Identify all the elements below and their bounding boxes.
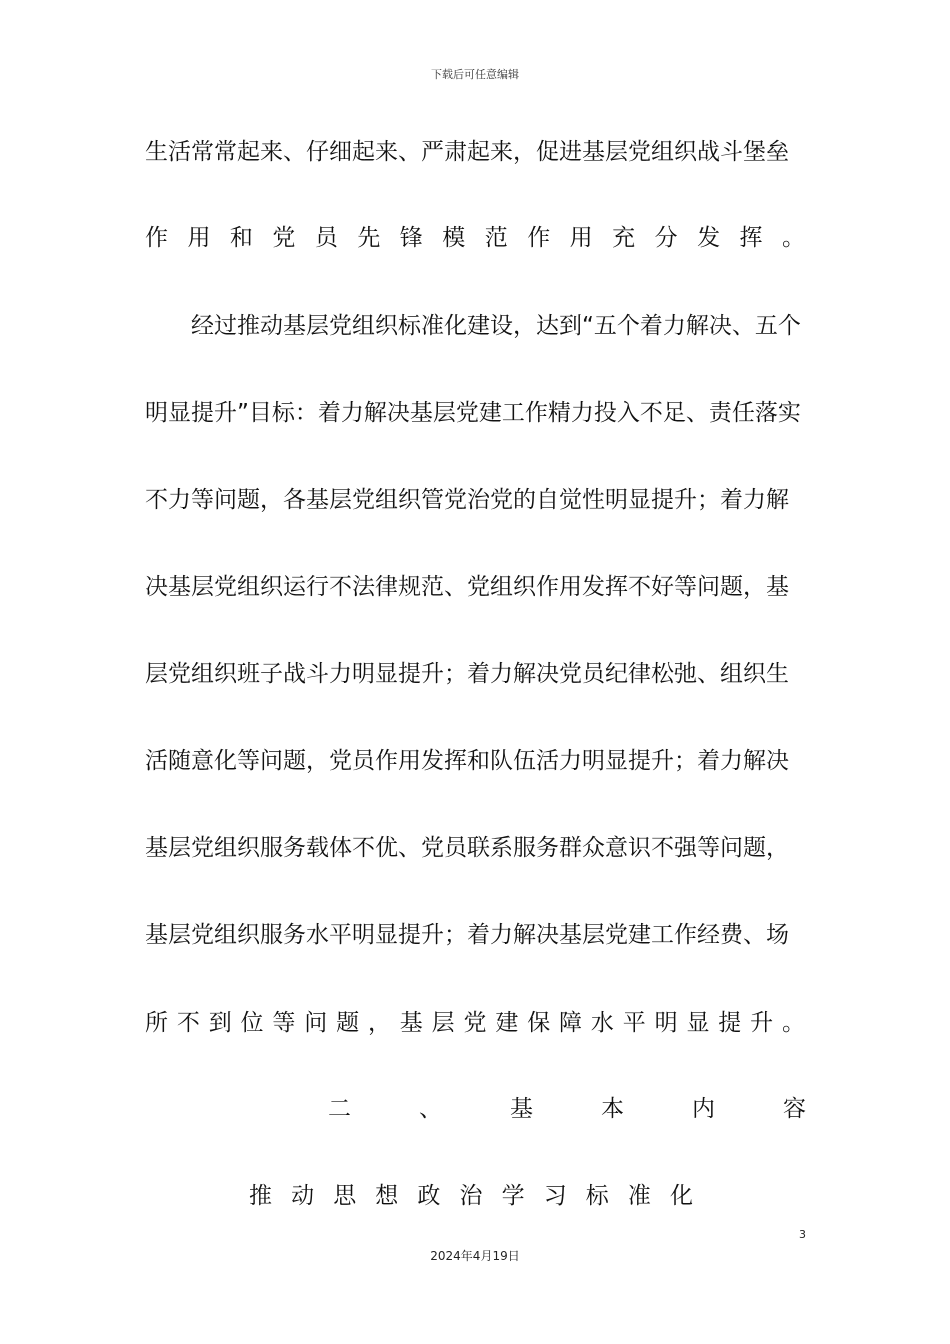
subsection-heading: 推动思想政治学习标准化 — [249, 1183, 693, 1209]
body-line-2: 作用和党员先锋模范作用充分发挥。 — [145, 225, 805, 251]
body-line-7: 层党组织班子战斗力明显提升；着力解决党员纪律松弛、组织生 — [145, 661, 789, 687]
body-line-9: 基层党组织服务载体不优、党员联系服务群众意识不强等问题， — [145, 835, 789, 861]
body-line-6: 决基层党组织运行不法律规范、党组织作用发挥不好等问题，基 — [145, 574, 789, 600]
body-line-5: 不力等问题，各基层党组织管党治党的自觉性明显提升；着力解 — [145, 487, 789, 513]
section-heading: 二、基本内容 — [328, 1096, 806, 1122]
body-line-3: 经过推动基层党组织标准化建设，达到“五个着力解决、五个 — [191, 313, 801, 339]
page-header: 下载后可任意编辑 — [431, 68, 519, 81]
page-number: 3 — [799, 1228, 806, 1241]
body-line-10: 基层党组织服务水平明显提升；着力解决基层党建工作经费、场 — [145, 922, 789, 948]
body-line-4: 明显提升”目标：着力解决基层党建工作精力投入不足、责任落实 — [145, 400, 801, 426]
body-line-11: 所不到位等问题，基层党建保障水平明显提升。 — [145, 1010, 805, 1036]
body-line-8: 活随意化等问题，党员作用发挥和队伍活力明显提升；着力解决 — [145, 748, 789, 774]
page-footer-date: 2024年4月19日 — [430, 1249, 520, 1263]
body-line-1: 生活常常起来、仔细起来、严肃起来，促进基层党组织战斗堡垒 — [145, 139, 789, 165]
